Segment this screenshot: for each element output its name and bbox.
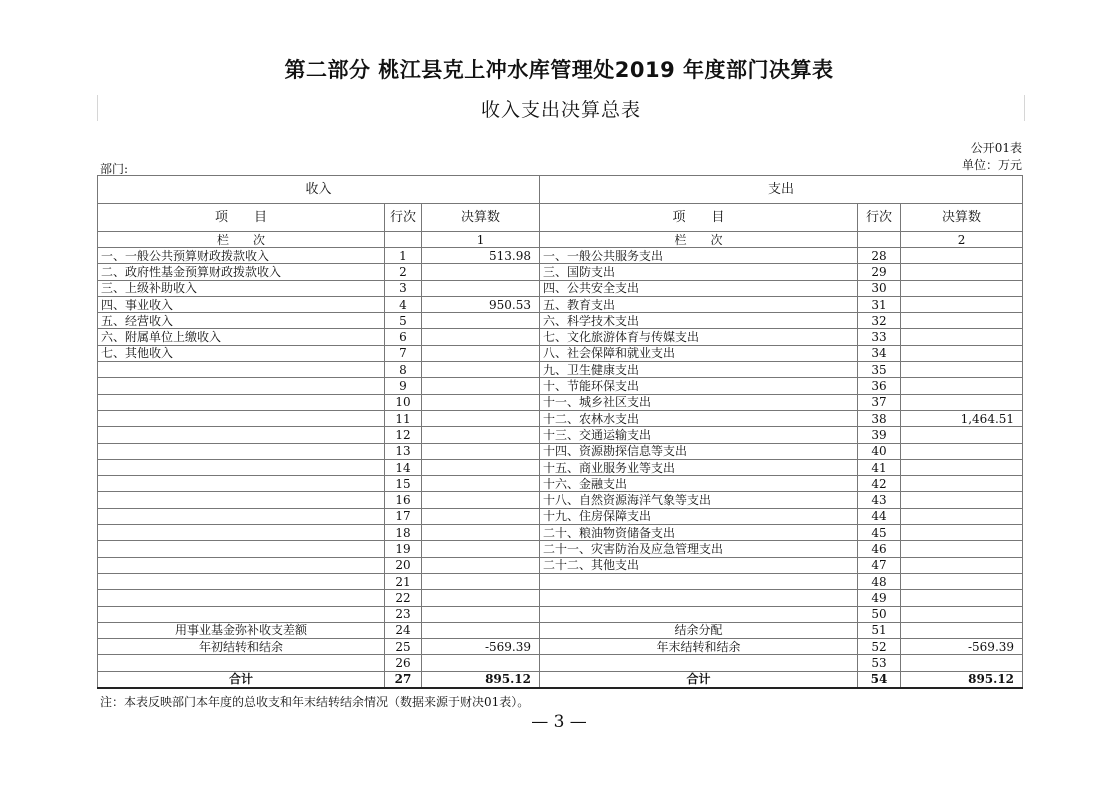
income-value: [422, 378, 540, 394]
table-row: [98, 557, 1023, 573]
expense-value: -569.39: [901, 639, 1023, 655]
expense-total-row-no: 54: [858, 671, 901, 688]
expense-value: [901, 573, 1023, 589]
expense-value: [901, 378, 1023, 394]
income-item: 五、经营收入: [98, 313, 385, 329]
expense-amount-header: 决算数: [901, 204, 1023, 232]
expense-item: 一、一般公共服务支出: [540, 248, 858, 264]
expense-item: 七、文化旅游体育与传媒支出: [540, 329, 858, 345]
income-item: 四、事业收入: [98, 296, 385, 312]
income-item: [98, 573, 385, 589]
table-row: [98, 410, 1023, 426]
income-row-no: 1: [385, 248, 422, 264]
income-value: [422, 345, 540, 361]
expense-row-no: 42: [858, 476, 901, 492]
expense-value: 1,464.51: [901, 410, 1023, 426]
income-item: [98, 492, 385, 508]
expense-value: [901, 264, 1023, 280]
expense-value: [901, 280, 1023, 296]
income-row-no: 8: [385, 362, 422, 378]
expense-row-no: 38: [858, 410, 901, 426]
income-col-index: 1: [422, 232, 540, 248]
expense-value: [901, 590, 1023, 606]
income-value: [422, 459, 540, 475]
expense-lanci-label: 栏 次: [540, 232, 858, 248]
expense-row-no: 30: [858, 280, 901, 296]
expense-row-no-header: 行次: [858, 204, 901, 232]
expense-item: 二十、粮油物资储备支出: [540, 525, 858, 541]
income-row-no: 18: [385, 525, 422, 541]
table-row: [98, 248, 1023, 264]
expense-item: [540, 590, 858, 606]
expense-item-header: 项 目: [540, 204, 858, 232]
expense-item: 五、教育支出: [540, 296, 858, 312]
income-row-no: 19: [385, 541, 422, 557]
expense-item: 十九、住房保障支出: [540, 508, 858, 524]
income-item: [98, 557, 385, 573]
income-item: [98, 459, 385, 475]
income-row-no: 22: [385, 590, 422, 606]
expense-value: [901, 313, 1023, 329]
expense-row-no: 37: [858, 394, 901, 410]
table-row: [98, 296, 1023, 312]
income-value: [422, 427, 540, 443]
table-row: [98, 313, 1023, 329]
expense-item: 十四、资源勘探信息等支出: [540, 443, 858, 459]
income-value: [422, 394, 540, 410]
expense-row-no: 44: [858, 508, 901, 524]
expense-item: 十五、商业服务业等支出: [540, 459, 858, 475]
expense-item: 九、卫生健康支出: [540, 362, 858, 378]
table-row: [98, 394, 1023, 410]
income-value: [422, 362, 540, 378]
expense-value: [901, 492, 1023, 508]
income-item: [98, 541, 385, 557]
expense-row-no: 47: [858, 557, 901, 573]
income-row-no: 23: [385, 606, 422, 622]
income-item: 一、一般公共预算财政拨款收入: [98, 248, 385, 264]
income-row-no: 20: [385, 557, 422, 573]
expense-header: 支出: [540, 176, 1023, 204]
table-row: [98, 362, 1023, 378]
table-row: [98, 378, 1023, 394]
expense-item: 二十二、其他支出: [540, 557, 858, 573]
income-header: 收入: [98, 176, 540, 204]
income-amount-header: 决算数: [422, 204, 540, 232]
expense-value: [901, 557, 1023, 573]
expense-item: 六、科学技术支出: [540, 313, 858, 329]
empty-cell: [385, 232, 422, 248]
income-row-no: 14: [385, 459, 422, 475]
expense-total-value: 895.12: [901, 671, 1023, 688]
empty-cell: [858, 232, 901, 248]
income-item: [98, 427, 385, 443]
table-header-row: [98, 176, 1023, 204]
income-row-no: 24: [385, 622, 422, 638]
income-item: [98, 443, 385, 459]
expense-row-no: 31: [858, 296, 901, 312]
expense-row-no: 45: [858, 525, 901, 541]
income-row-no-header: 行次: [385, 204, 422, 232]
expense-row-no: 33: [858, 329, 901, 345]
expense-row-no: 34: [858, 345, 901, 361]
table-row: [98, 525, 1023, 541]
expense-row-no: 43: [858, 492, 901, 508]
table-row: [98, 492, 1023, 508]
income-value: [422, 443, 540, 459]
income-item: 二、政府性基金预算财政拨款收入: [98, 264, 385, 280]
table-row: [98, 459, 1023, 475]
expense-item: 四、公共安全支出: [540, 280, 858, 296]
expense-col-index: 2: [901, 232, 1023, 248]
income-row-no: 3: [385, 280, 422, 296]
income-total-value: 895.12: [422, 671, 540, 688]
table-row: [98, 622, 1023, 638]
income-value: [422, 508, 540, 524]
expense-value: [901, 622, 1023, 638]
income-item: [98, 476, 385, 492]
table-row: [98, 590, 1023, 606]
expense-row-no: 36: [858, 378, 901, 394]
expense-value: [901, 508, 1023, 524]
income-item: [98, 590, 385, 606]
table-row: [98, 329, 1023, 345]
expense-value: [901, 443, 1023, 459]
income-item: 三、上级补助收入: [98, 280, 385, 296]
table-row: [98, 606, 1023, 622]
income-row-no: 13: [385, 443, 422, 459]
income-value: [422, 280, 540, 296]
expense-item: [540, 573, 858, 589]
expense-row-no: 35: [858, 362, 901, 378]
expense-item: 十六、金融支出: [540, 476, 858, 492]
form-number: 公开01表: [970, 141, 1022, 155]
income-value: 513.98: [422, 248, 540, 264]
department-label: 部门:: [100, 162, 129, 176]
expense-value: [901, 394, 1023, 410]
income-value: [422, 590, 540, 606]
expense-value: [901, 345, 1023, 361]
expense-value: [901, 296, 1023, 312]
unit-label: 单位：万元: [961, 158, 1022, 172]
income-row-no: 11: [385, 410, 422, 426]
income-item: [98, 508, 385, 524]
table-note: 注：本表反映部门本年度的总收支和年末结转结余情况（数据来源于财决01表）。: [100, 695, 530, 709]
income-value: -569.39: [422, 639, 540, 655]
income-row-no: 17: [385, 508, 422, 524]
page-number: — 3 —: [531, 712, 587, 732]
total-row: [98, 671, 1023, 688]
income-item: 年初结转和结余: [98, 639, 385, 655]
table-row: [98, 427, 1023, 443]
expense-row-no: 51: [858, 622, 901, 638]
expense-value: [901, 655, 1023, 671]
expense-row-no: 32: [858, 313, 901, 329]
expense-item: [540, 655, 858, 671]
income-row-no: 4: [385, 296, 422, 312]
expense-item: 八、社会保障和就业支出: [540, 345, 858, 361]
expense-row-no: 29: [858, 264, 901, 280]
table-row: [98, 264, 1023, 280]
income-item: [98, 410, 385, 426]
expense-item: [540, 606, 858, 622]
income-item: [98, 378, 385, 394]
expense-item: 三、国防支出: [540, 264, 858, 280]
income-value: [422, 622, 540, 638]
expense-item: 十二、农林水支出: [540, 410, 858, 426]
table-row: [98, 541, 1023, 557]
table-row: [98, 345, 1023, 361]
income-value: [422, 410, 540, 426]
income-value: [422, 313, 540, 329]
table-row: [98, 508, 1023, 524]
expense-row-no: 49: [858, 590, 901, 606]
column-index-row: [98, 232, 1023, 248]
income-item: [98, 655, 385, 671]
income-item: 用事业基金弥补收支差额: [98, 622, 385, 638]
income-item: [98, 525, 385, 541]
income-total-row-no: 27: [385, 671, 422, 688]
expense-row-no: 40: [858, 443, 901, 459]
expense-value: [901, 362, 1023, 378]
income-item: 六、附属单位上缴收入: [98, 329, 385, 345]
table-row: [98, 476, 1023, 492]
income-value: [422, 541, 540, 557]
income-row-no: 2: [385, 264, 422, 280]
income-row-no: 9: [385, 378, 422, 394]
table-subtitle: 收入支出决算总表: [97, 95, 1025, 121]
expense-row-no: 28: [858, 248, 901, 264]
income-value: [422, 329, 540, 345]
income-value: [422, 264, 540, 280]
income-item: [98, 394, 385, 410]
expense-item: 结余分配: [540, 622, 858, 638]
expense-total-label: 合计: [540, 671, 858, 688]
expense-item: 十三、交通运输支出: [540, 427, 858, 443]
expense-value: [901, 248, 1023, 264]
expense-row-no: 48: [858, 573, 901, 589]
expense-row-no: 46: [858, 541, 901, 557]
income-row-no: 12: [385, 427, 422, 443]
table-row: [98, 639, 1023, 655]
income-value: [422, 573, 540, 589]
expense-row-no: 53: [858, 655, 901, 671]
income-value: [422, 606, 540, 622]
income-row-no: 21: [385, 573, 422, 589]
table-row: [98, 655, 1023, 671]
income-row-no: 7: [385, 345, 422, 361]
expense-value: [901, 606, 1023, 622]
income-row-no: 15: [385, 476, 422, 492]
expense-value: [901, 427, 1023, 443]
income-row-no: 26: [385, 655, 422, 671]
income-item: [98, 362, 385, 378]
expense-item: 年末结转和结余: [540, 639, 858, 655]
expense-value: [901, 329, 1023, 345]
expense-row-no: 39: [858, 427, 901, 443]
expense-row-no: 41: [858, 459, 901, 475]
income-value: [422, 492, 540, 508]
expense-item: 十八、自然资源海洋气象等支出: [540, 492, 858, 508]
income-value: [422, 557, 540, 573]
income-item-header: 项 目: [98, 204, 385, 232]
expense-item: 二十一、灾害防治及应急管理支出: [540, 541, 858, 557]
income-row-no: 10: [385, 394, 422, 410]
income-total-label: 合计: [98, 671, 385, 688]
income-row-no: 16: [385, 492, 422, 508]
expense-item: 十、节能环保支出: [540, 378, 858, 394]
income-row-no: 5: [385, 313, 422, 329]
income-row-no: 6: [385, 329, 422, 345]
page-title: 第二部分 桃江县克上冲水库管理处2019 年度部门决算表: [284, 58, 834, 82]
expense-row-no: 52: [858, 639, 901, 655]
expense-value: [901, 525, 1023, 541]
income-value: 950.53: [422, 296, 540, 312]
income-value: [422, 476, 540, 492]
income-item: [98, 606, 385, 622]
table-row: [98, 443, 1023, 459]
income-value: [422, 525, 540, 541]
table-row: [98, 280, 1023, 296]
expense-value: [901, 459, 1023, 475]
expense-value: [901, 476, 1023, 492]
income-item: 七、其他收入: [98, 345, 385, 361]
expense-item: 十一、城乡社区支出: [540, 394, 858, 410]
budget-summary-table: [97, 175, 1023, 689]
expense-value: [901, 541, 1023, 557]
income-value: [422, 655, 540, 671]
income-row-no: 25: [385, 639, 422, 655]
income-lanci-label: 栏 次: [98, 232, 385, 248]
column-header-row: [98, 204, 1023, 232]
expense-row-no: 50: [858, 606, 901, 622]
table-row: [98, 573, 1023, 589]
